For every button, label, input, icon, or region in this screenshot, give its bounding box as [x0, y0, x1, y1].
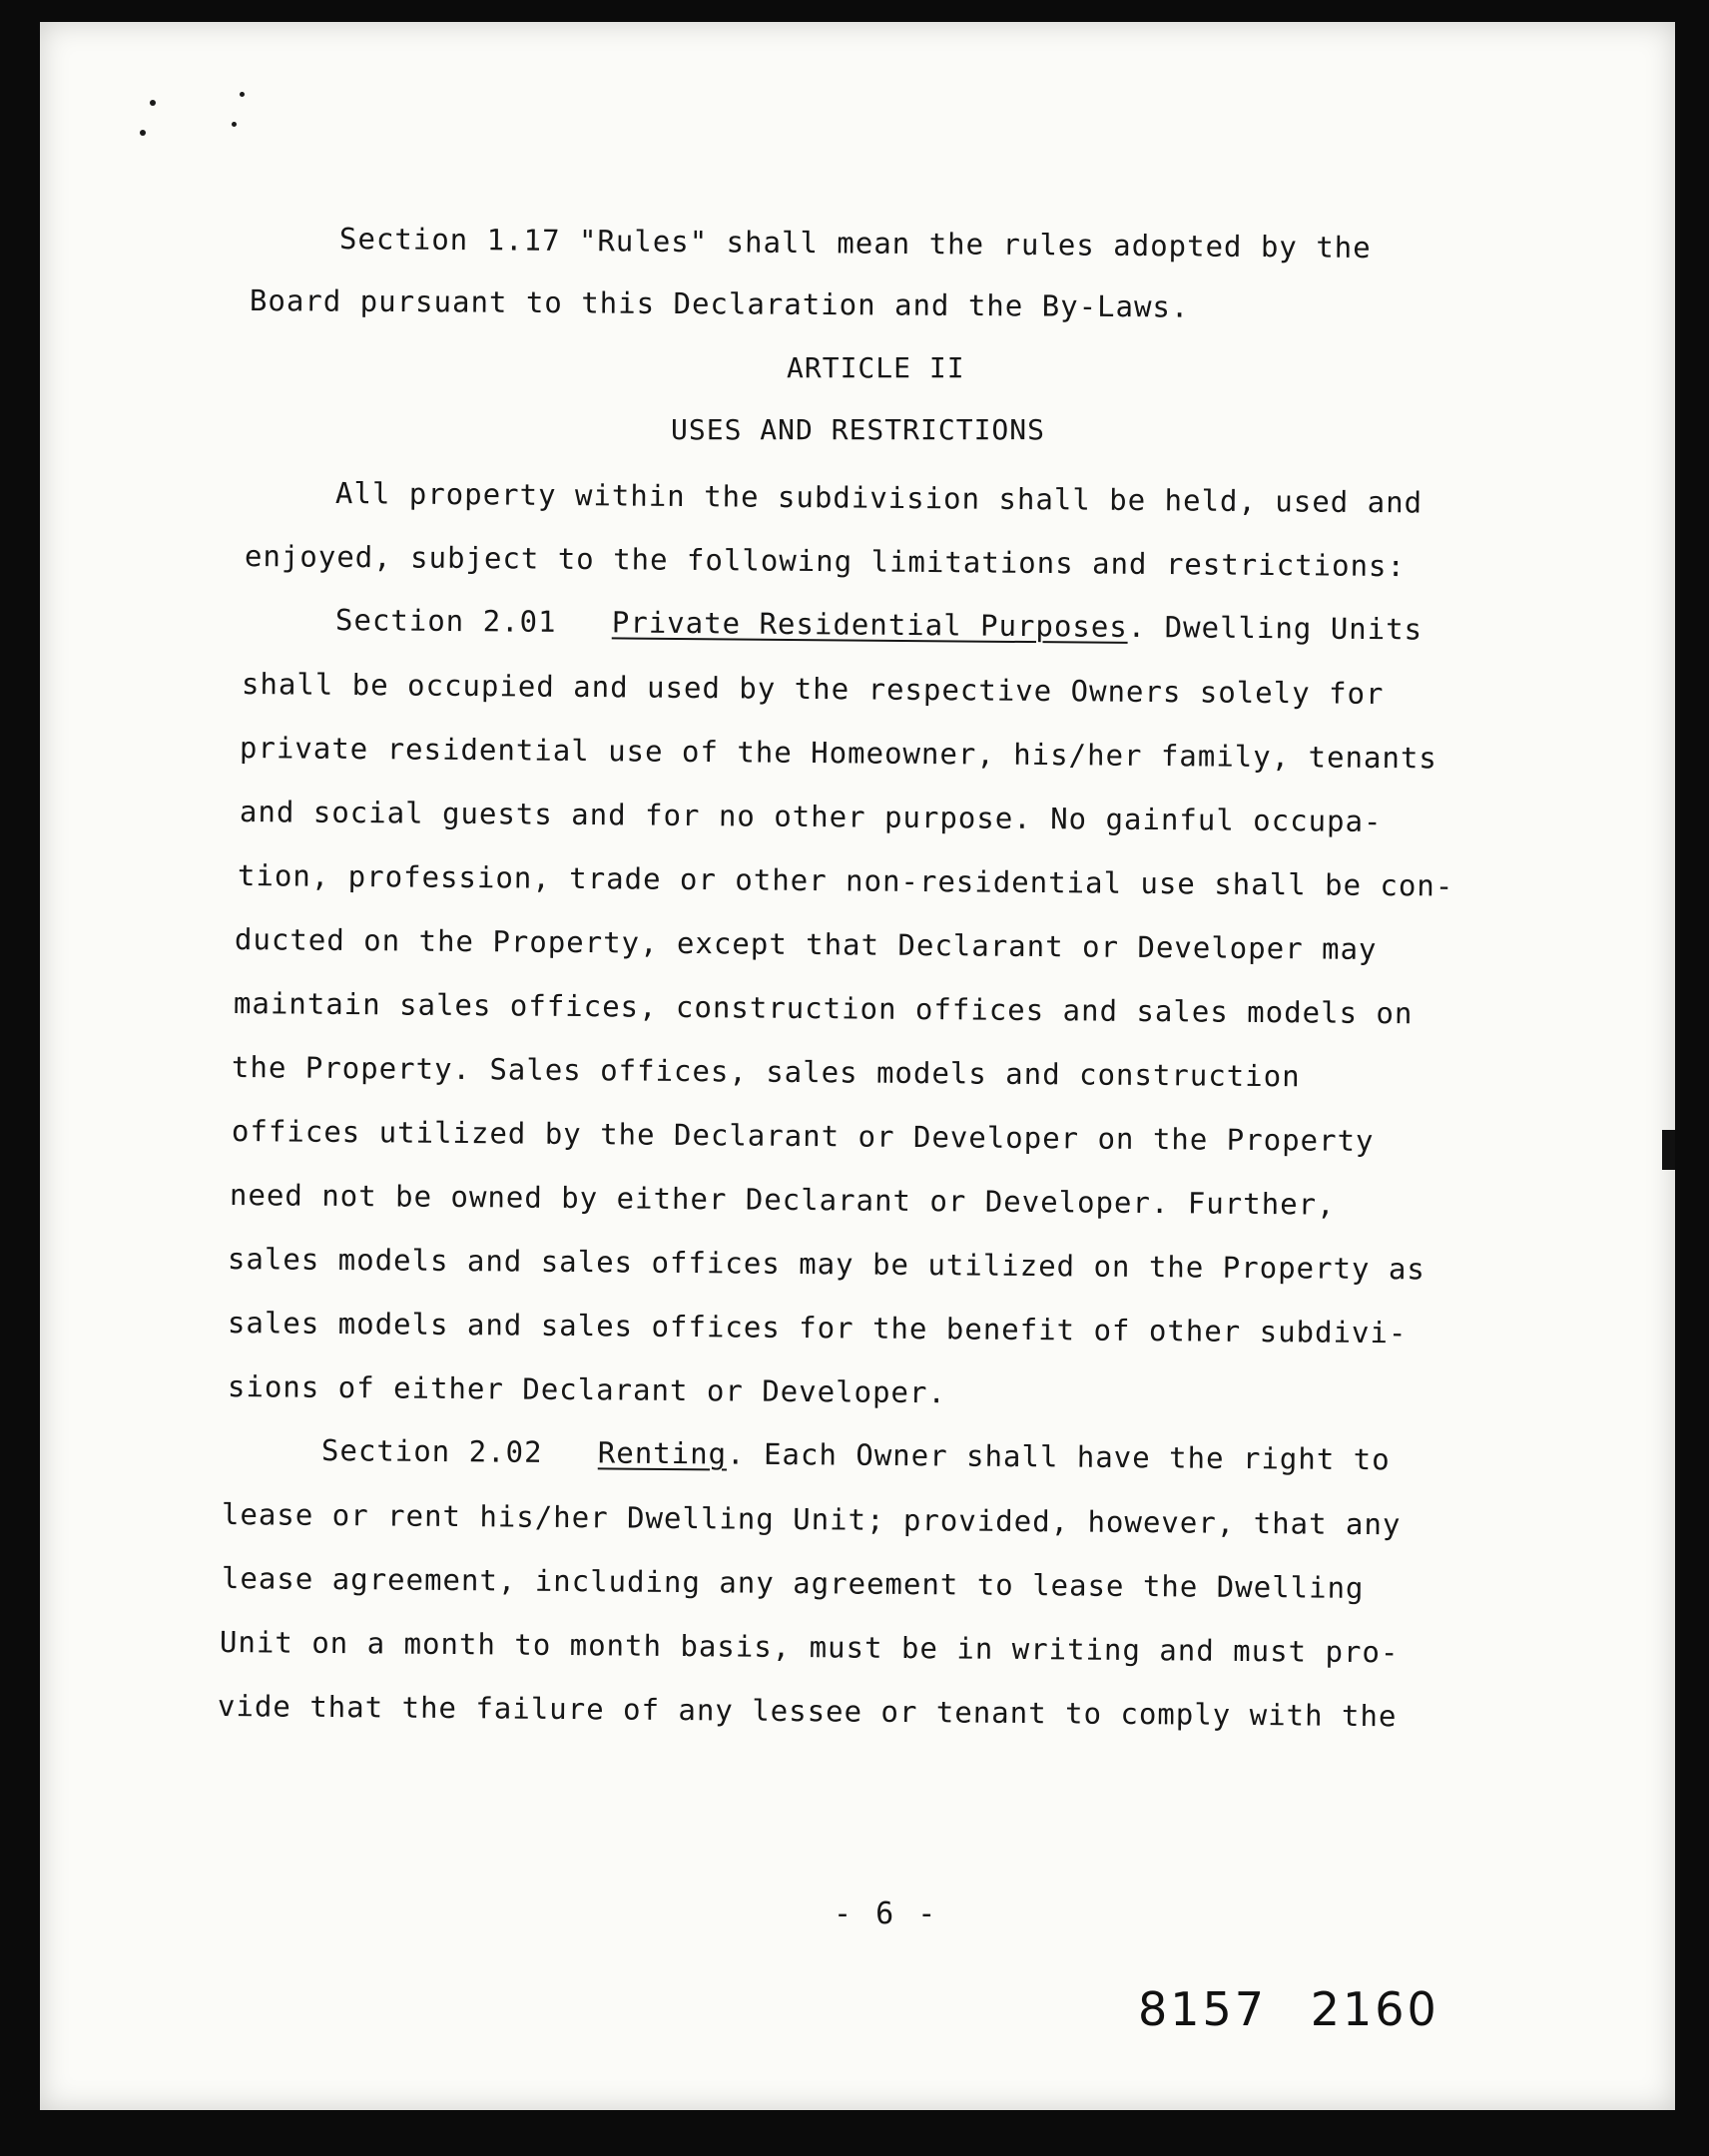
section-2-01-line: sions of either Declarant or Developer. [227, 1369, 947, 1410]
document-id: 8157 2160 [1138, 1982, 1439, 2036]
section-2-01-line: shall be occupied and used by the respective Owners solely for [241, 667, 1385, 711]
section-2-01-line: tion, profession, trade or other non-residential use shall be con- [237, 858, 1454, 903]
intro-line-2: enjoyed, subject to the following limitations and restrictions: [244, 539, 1407, 584]
section-2-01-line: private residential use of the Homeowner, his/her family, tenants [239, 731, 1437, 776]
page-number: - 6 - [834, 1896, 939, 1931]
section-2-02-first-line-rest: . Each Owner shall have the right to [726, 1436, 1391, 1477]
section-2-01-title: Private Residential Purposes [611, 605, 1128, 644]
section-1-17-line-2: Board pursuant to this Declaration and the By-Laws. [249, 283, 1190, 324]
intro-line-1: All property within the subdivision shall be held, used and [334, 476, 1424, 520]
scan-speck [240, 92, 245, 97]
scanned-page [40, 22, 1675, 2110]
section-2-02-heading-line [321, 1433, 1391, 1476]
section-2-02-line: vide that the failure of any lessee or tenant to comply with the [217, 1689, 1398, 1734]
section-2-02-title: Renting [597, 1435, 728, 1471]
section-2-01-heading-line [335, 603, 1423, 647]
section-2-01-line: the Property. Sales offices, sales models and construction [231, 1050, 1301, 1094]
section-2-01-line: and social guests and for no other purpose. No gainful occupa- [239, 795, 1383, 838]
section-2-01-line: need not be owned by either Declarant or Developer. Further, [229, 1178, 1336, 1222]
section-2-01-line: offices utilized by the Declarant or Developer on the Property [231, 1114, 1375, 1158]
section-2-02-line: lease agreement, including any agreement to lease the Dwelling [221, 1561, 1365, 1605]
section-2-01-line: sales models and sales offices for the benefit of other subdivi- [227, 1306, 1408, 1350]
section-2-01-first-line-rest: . Dwelling Units [1127, 609, 1424, 647]
section-1-17-line-1: Section 1.17 "Rules" shall mean the rules adopted by the [338, 222, 1372, 266]
section-2-02-line: Unit on a month to month basis, must be in writing and must pro- [219, 1625, 1400, 1670]
article-heading: ARTICLE II [787, 351, 965, 384]
scan-edge-mark [1662, 1130, 1675, 1170]
scan-speck [150, 100, 156, 106]
scan-speck [232, 122, 237, 127]
section-2-02-number: Section 2.02 [320, 1433, 543, 1469]
article-subheading: USES AND RESTRICTIONS [671, 413, 1046, 446]
section-2-01-line: maintain sales offices, construction offices and sales models on [233, 986, 1414, 1031]
section-2-01-number: Section 2.01 [334, 603, 557, 639]
section-2-01-line: sales models and sales offices may be utilized on the Property as [227, 1242, 1425, 1287]
section-2-01-line: ducted on the Property, except that Declarant or Developer may [234, 922, 1378, 966]
scan-speck [140, 130, 146, 136]
section-2-02-line: lease or rent his/her Dwelling Unit; provided, however, that any [221, 1497, 1402, 1542]
